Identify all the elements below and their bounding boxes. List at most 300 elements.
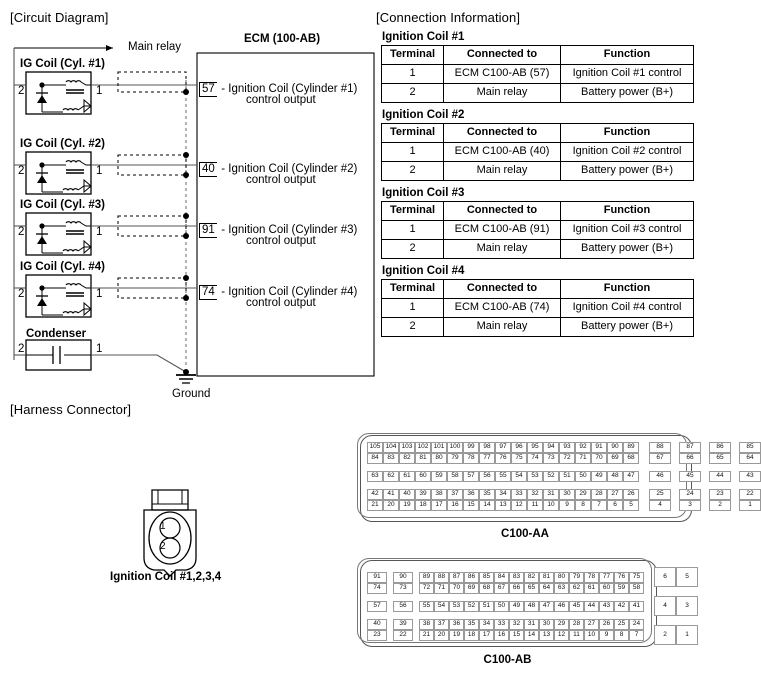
connector-pin[interactable]: 88 xyxy=(434,572,449,583)
c100-ab-layout xyxy=(367,567,698,645)
connector-pin[interactable]: 75 xyxy=(629,572,644,583)
connector-band xyxy=(367,572,644,594)
connector-pin[interactable]: 68 xyxy=(623,453,639,464)
connector-pin[interactable]: 69 xyxy=(607,453,623,464)
connector-pin-block xyxy=(649,442,671,464)
table-cell: Battery power (B+) xyxy=(561,318,694,337)
coil-3-terminal-2: 2 xyxy=(18,226,25,238)
coil-2-title: IG Coil (Cyl. #2) xyxy=(20,138,105,150)
connector-pin-row xyxy=(649,489,671,500)
connector-pin-row xyxy=(419,630,644,641)
connector-pin[interactable]: 1 xyxy=(676,625,698,645)
connector-pin-block xyxy=(419,572,644,594)
connector-pin[interactable]: 87 xyxy=(679,442,701,453)
connector-pin[interactable]: 20 xyxy=(383,500,399,511)
connector-pin[interactable]: 28 xyxy=(591,489,607,500)
connector-pin-block xyxy=(393,619,413,641)
connector-pin[interactable]: 6 xyxy=(607,500,623,511)
connector-pin[interactable]: 85 xyxy=(479,572,494,583)
connector-pin[interactable]: 43 xyxy=(599,601,614,612)
connector-pin[interactable]: 60 xyxy=(599,583,614,594)
connector-pin[interactable]: 69 xyxy=(464,583,479,594)
connector-pin[interactable]: 8 xyxy=(614,630,629,641)
table-column-header: Function xyxy=(561,124,694,143)
connector-pin[interactable]: 55 xyxy=(495,471,511,482)
connector-pin[interactable]: 21 xyxy=(419,630,434,641)
ecm-pin-desc2-74: control output xyxy=(246,297,316,309)
connector-pin[interactable]: 65 xyxy=(709,453,731,464)
connector-pin-block xyxy=(679,471,701,482)
connector-pin-row xyxy=(679,500,701,511)
connector-pin[interactable]: 54 xyxy=(434,601,449,612)
connector-pin[interactable]: 42 xyxy=(367,489,383,500)
connector-pin-block xyxy=(367,572,387,594)
connector-pin[interactable]: 32 xyxy=(527,489,543,500)
connection-information-title: [Connection Information] xyxy=(376,10,521,25)
connector-pin-row xyxy=(739,453,761,464)
connector-pin[interactable]: 63 xyxy=(554,583,569,594)
connector-pin[interactable]: 76 xyxy=(495,453,511,464)
connector-pin[interactable]: 59 xyxy=(614,583,629,594)
ecm-pin-number-74: 74 xyxy=(199,285,217,300)
connector-pin[interactable]: 63 xyxy=(367,471,383,482)
connector-pin[interactable]: 19 xyxy=(399,500,415,511)
connector-pin[interactable]: 84 xyxy=(494,572,509,583)
connector-pin[interactable]: 62 xyxy=(569,583,584,594)
connector-band xyxy=(367,471,761,482)
connector-pin[interactable]: 51 xyxy=(559,471,575,482)
connector-pin[interactable]: 96 xyxy=(511,442,527,453)
connector-pin[interactable]: 5 xyxy=(676,567,698,587)
connection-table xyxy=(381,45,694,103)
connector-pin[interactable]: 41 xyxy=(383,489,399,500)
connector-pin[interactable]: 5 xyxy=(623,500,639,511)
connector-pin[interactable]: 47 xyxy=(623,471,639,482)
connector-pin[interactable]: 90 xyxy=(607,442,623,453)
ecm-pin-number-57: 57 xyxy=(199,82,217,97)
connector-pin[interactable]: 17 xyxy=(431,500,447,511)
connector-pin[interactable]: 83 xyxy=(509,572,524,583)
connector-pin[interactable]: 50 xyxy=(494,601,509,612)
table-row xyxy=(382,318,694,337)
coil-connector-pin-2: 2 xyxy=(160,541,166,552)
connector-pin[interactable]: 38 xyxy=(431,489,447,500)
connector-pin[interactable]: 40 xyxy=(399,489,415,500)
connector-pin[interactable]: 31 xyxy=(543,489,559,500)
connector-pin[interactable]: 7 xyxy=(591,500,607,511)
connector-pin[interactable]: 25 xyxy=(614,619,629,630)
connector-band xyxy=(367,442,761,464)
c100-ab-label: C100-AB xyxy=(483,654,532,666)
connector-pin[interactable]: 89 xyxy=(623,442,639,453)
connector-pin-row xyxy=(367,500,639,511)
connector-pin-row xyxy=(419,572,644,583)
connector-pin[interactable]: 80 xyxy=(554,572,569,583)
connector-pin[interactable]: 44 xyxy=(584,601,599,612)
connector-pin-block xyxy=(419,619,644,641)
connector-pin[interactable]: 24 xyxy=(629,619,644,630)
connector-pin[interactable]: 58 xyxy=(629,583,644,594)
connector-pin[interactable]: 83 xyxy=(383,453,399,464)
connector-pin[interactable]: 18 xyxy=(464,630,479,641)
connector-pin[interactable]: 65 xyxy=(524,583,539,594)
connector-pin[interactable]: 78 xyxy=(463,453,479,464)
connector-pin[interactable]: 1 xyxy=(739,500,761,511)
connector-pin[interactable]: 36 xyxy=(463,489,479,500)
connector-pin[interactable]: 2 xyxy=(654,625,676,645)
connector-pin[interactable]: 18 xyxy=(415,500,431,511)
connector-pin-row xyxy=(367,601,387,612)
table-row xyxy=(382,143,694,162)
table-cell: ECM C100-AB (57) xyxy=(444,65,561,84)
connector-pin[interactable]: 57 xyxy=(367,601,387,612)
connector-pin[interactable]: 44 xyxy=(709,471,731,482)
connector-pin-block xyxy=(367,601,387,612)
connector-pin[interactable]: 50 xyxy=(575,471,591,482)
connector-pin[interactable]: 35 xyxy=(479,489,495,500)
connector-pin[interactable]: 57 xyxy=(463,471,479,482)
coil-3-title: IG Coil (Cyl. #3) xyxy=(20,199,105,211)
ecm-pin-desc2-57: control output xyxy=(246,94,316,106)
table-heading: Ignition Coil #2 xyxy=(382,109,465,121)
connector-pin[interactable]: 52 xyxy=(543,471,559,482)
connector-pin[interactable]: 102 xyxy=(415,442,431,453)
connector-pin[interactable]: 64 xyxy=(539,583,554,594)
connector-pin-block xyxy=(367,471,639,482)
connector-pin[interactable]: 12 xyxy=(554,630,569,641)
connector-pin[interactable]: 99 xyxy=(463,442,479,453)
connector-pin[interactable]: 74 xyxy=(367,583,387,594)
condenser-terminal-1: 1 xyxy=(96,343,103,355)
connector-pin[interactable]: 94 xyxy=(543,442,559,453)
connector-pin[interactable]: 93 xyxy=(559,442,575,453)
connector-pin[interactable]: 55 xyxy=(419,601,434,612)
connector-pin[interactable]: 53 xyxy=(449,601,464,612)
table-cell: 1 xyxy=(382,299,444,318)
connector-pin[interactable]: 77 xyxy=(599,572,614,583)
connector-pin[interactable]: 26 xyxy=(623,489,639,500)
connector-pin[interactable]: 45 xyxy=(679,471,701,482)
connector-pin[interactable]: 58 xyxy=(447,471,463,482)
connector-pin[interactable]: 34 xyxy=(479,619,494,630)
connector-pin-row xyxy=(419,601,644,612)
connector-pin[interactable]: 25 xyxy=(649,489,671,500)
connector-pin[interactable]: 95 xyxy=(527,442,543,453)
connector-band xyxy=(367,619,644,641)
connector-pin-row xyxy=(367,442,639,453)
connector-pin-row xyxy=(739,489,761,500)
connector-pin[interactable]: 14 xyxy=(524,630,539,641)
connector-pin[interactable]: 40 xyxy=(367,619,387,630)
ground-symbol xyxy=(176,369,196,383)
connector-pin[interactable]: 26 xyxy=(599,619,614,630)
ignition-coil-4-symbol xyxy=(14,275,197,317)
connector-pin[interactable]: 11 xyxy=(569,630,584,641)
connector-pin[interactable]: 81 xyxy=(539,572,554,583)
connector-pin[interactable]: 100 xyxy=(447,442,463,453)
connector-pin-row xyxy=(679,489,701,500)
connector-pin[interactable]: 49 xyxy=(591,471,607,482)
connector-pin[interactable]: 33 xyxy=(494,619,509,630)
connector-pin[interactable]: 52 xyxy=(464,601,479,612)
connector-pin[interactable]: 51 xyxy=(479,601,494,612)
connector-pin[interactable]: 27 xyxy=(607,489,623,500)
connector-pin[interactable]: 37 xyxy=(434,619,449,630)
connector-pin[interactable]: 89 xyxy=(419,572,434,583)
table-cell: Main relay xyxy=(444,240,561,259)
connector-pin[interactable]: 2 xyxy=(709,500,731,511)
connector-pin[interactable]: 101 xyxy=(431,442,447,453)
connector-pin[interactable]: 30 xyxy=(559,489,575,500)
connector-pin[interactable]: 10 xyxy=(584,630,599,641)
connector-pin-row xyxy=(649,500,671,511)
connector-pin-block xyxy=(393,601,413,612)
connector-pin[interactable]: 79 xyxy=(447,453,463,464)
connector-pin[interactable]: 47 xyxy=(539,601,554,612)
connector-pin-row xyxy=(419,619,644,630)
connector-pin[interactable]: 104 xyxy=(383,442,399,453)
connector-pin[interactable]: 3 xyxy=(676,596,698,616)
connector-pin[interactable]: 92 xyxy=(575,442,591,453)
connector-pin[interactable]: 34 xyxy=(495,489,511,500)
connector-pin[interactable]: 81 xyxy=(415,453,431,464)
connector-pin[interactable]: 48 xyxy=(607,471,623,482)
connector-pin[interactable]: 29 xyxy=(554,619,569,630)
connector-pin[interactable]: 31 xyxy=(524,619,539,630)
table-cell: Main relay xyxy=(444,84,561,103)
connector-pin[interactable]: 8 xyxy=(575,500,591,511)
connector-pin[interactable]: 39 xyxy=(415,489,431,500)
connector-pin[interactable]: 105 xyxy=(367,442,383,453)
connector-pin[interactable]: 86 xyxy=(464,572,479,583)
connector-pin[interactable]: 37 xyxy=(447,489,463,500)
connector-pin[interactable]: 16 xyxy=(494,630,509,641)
coil-1-terminal-2: 2 xyxy=(18,85,25,97)
connector-pin[interactable]: 20 xyxy=(434,630,449,641)
connection-table xyxy=(381,279,694,337)
connector-pin[interactable]: 16 xyxy=(447,500,463,511)
table-cell: 2 xyxy=(382,240,444,259)
table-cell: Battery power (B+) xyxy=(561,162,694,181)
table-cell: Ignition Coil #2 control xyxy=(561,143,694,162)
connector-pin-row xyxy=(709,471,731,482)
connector-pin[interactable]: 73 xyxy=(543,453,559,464)
connector-pin[interactable]: 23 xyxy=(367,630,387,641)
connector-pin-row xyxy=(679,442,701,453)
table-column-header: Terminal xyxy=(382,46,444,65)
coil-connector-label: Ignition Coil #1,2,3,4 xyxy=(110,571,222,583)
connector-pin[interactable]: 28 xyxy=(569,619,584,630)
connector-pin[interactable]: 71 xyxy=(434,583,449,594)
connector-pin[interactable]: 3 xyxy=(679,500,701,511)
connector-pin-row xyxy=(393,619,413,630)
connector-pin[interactable]: 32 xyxy=(509,619,524,630)
connector-pin[interactable]: 4 xyxy=(649,500,671,511)
table-cell: Ignition Coil #3 control xyxy=(561,221,694,240)
connector-pin[interactable]: 86 xyxy=(709,442,731,453)
connector-pin[interactable]: 7 xyxy=(629,630,644,641)
connector-pin[interactable]: 54 xyxy=(511,471,527,482)
connector-pin-row xyxy=(709,500,731,511)
connector-pin-row xyxy=(649,453,671,464)
connector-pin[interactable]: 71 xyxy=(575,453,591,464)
connector-pin[interactable]: 66 xyxy=(509,583,524,594)
connector-pin[interactable]: 45 xyxy=(569,601,584,612)
shield-box-1 xyxy=(118,72,186,92)
connector-pin[interactable]: 38 xyxy=(419,619,434,630)
connector-pin[interactable]: 67 xyxy=(494,583,509,594)
connector-pin[interactable]: 70 xyxy=(449,583,464,594)
c100-ab-main-block xyxy=(367,572,644,641)
connector-pin[interactable]: 84 xyxy=(367,453,383,464)
connector-pin[interactable]: 68 xyxy=(479,583,494,594)
connector-pin[interactable]: 4 xyxy=(654,596,676,616)
connector-pin[interactable]: 64 xyxy=(739,453,761,464)
connector-pin[interactable]: 82 xyxy=(524,572,539,583)
connector-pin[interactable]: 22 xyxy=(393,630,413,641)
connector-pin[interactable]: 46 xyxy=(554,601,569,612)
connector-pin-block xyxy=(367,619,387,641)
table-cell: ECM C100-AB (91) xyxy=(444,221,561,240)
connector-pin-block xyxy=(679,442,701,464)
connector-pin[interactable]: 6 xyxy=(654,567,676,587)
connector-pin[interactable]: 91 xyxy=(367,572,387,583)
coil-2-terminal-2: 2 xyxy=(18,165,25,177)
table-cell: Main relay xyxy=(444,318,561,337)
ecm-label: ECM (100-AB) xyxy=(244,33,321,45)
table-cell: 1 xyxy=(382,221,444,240)
coil-2-terminal-1: 1 xyxy=(96,165,103,177)
connector-pin[interactable]: 46 xyxy=(649,471,671,482)
connector-pin[interactable]: 74 xyxy=(527,453,543,464)
table-heading: Ignition Coil #3 xyxy=(382,187,465,199)
connector-pin[interactable]: 30 xyxy=(539,619,554,630)
connector-pin[interactable]: 59 xyxy=(431,471,447,482)
connector-pin[interactable]: 33 xyxy=(511,489,527,500)
table-column-header: Terminal xyxy=(382,280,444,299)
table-cell: ECM C100-AB (74) xyxy=(444,299,561,318)
connector-pin-row xyxy=(709,453,731,464)
connector-pin[interactable]: 29 xyxy=(575,489,591,500)
connector-pin-block xyxy=(739,442,761,464)
connector-pin-row xyxy=(393,601,413,612)
connector-pin[interactable]: 73 xyxy=(393,583,413,594)
connector-pin[interactable]: 82 xyxy=(399,453,415,464)
connector-pin[interactable]: 9 xyxy=(559,500,575,511)
connector-pin[interactable]: 78 xyxy=(584,572,599,583)
connector-pin[interactable]: 49 xyxy=(509,601,524,612)
connector-pin[interactable]: 72 xyxy=(559,453,575,464)
connector-pin[interactable]: 15 xyxy=(463,500,479,511)
connector-pin[interactable]: 66 xyxy=(679,453,701,464)
c100-ab-side-block xyxy=(654,567,698,645)
connector-pin[interactable]: 48 xyxy=(524,601,539,612)
connector-pin[interactable]: 76 xyxy=(614,572,629,583)
table-header-row xyxy=(382,280,694,299)
connector-pin[interactable]: 79 xyxy=(569,572,584,583)
connector-pin[interactable]: 9 xyxy=(599,630,614,641)
table-cell: 1 xyxy=(382,143,444,162)
connector-pin[interactable]: 61 xyxy=(399,471,415,482)
connector-pin[interactable]: 91 xyxy=(591,442,607,453)
connector-pin-row xyxy=(654,567,698,587)
connector-pin[interactable]: 60 xyxy=(415,471,431,482)
connector-pin[interactable]: 88 xyxy=(649,442,671,453)
connector-pin[interactable]: 103 xyxy=(399,442,415,453)
table-column-header: Connected to xyxy=(444,124,561,143)
connector-pin-row xyxy=(367,489,639,500)
connector-pin[interactable]: 35 xyxy=(464,619,479,630)
connector-pin[interactable]: 15 xyxy=(509,630,524,641)
harness-connector-title: [Harness Connector] xyxy=(10,402,132,417)
connector-pin[interactable]: 19 xyxy=(449,630,464,641)
connector-pin[interactable]: 11 xyxy=(527,500,543,511)
connector-pin[interactable]: 36 xyxy=(449,619,464,630)
ecm-pin-desc-57: - Ignition Coil (Cylinder #1) xyxy=(221,83,358,95)
connector-pin[interactable]: 42 xyxy=(614,601,629,612)
connector-pin[interactable]: 80 xyxy=(431,453,447,464)
connector-pin[interactable]: 24 xyxy=(679,489,701,500)
connector-pin-block xyxy=(649,471,671,482)
connector-pin[interactable]: 62 xyxy=(383,471,399,482)
table-heading: Ignition Coil #4 xyxy=(382,265,465,277)
coil-4-title: IG Coil (Cyl. #4) xyxy=(20,261,105,273)
connector-pin[interactable]: 85 xyxy=(739,442,761,453)
connector-pin[interactable]: 75 xyxy=(511,453,527,464)
c100-aa-pin-grid xyxy=(367,442,761,511)
ecm-pin-desc-91: - Ignition Coil (Cylinder #3) xyxy=(221,224,358,236)
connector-pin[interactable]: 43 xyxy=(739,471,761,482)
connector-pin-block xyxy=(709,489,731,511)
table-row xyxy=(382,221,694,240)
connector-pin[interactable]: 13 xyxy=(539,630,554,641)
table-cell: 2 xyxy=(382,84,444,103)
connector-pin[interactable]: 10 xyxy=(543,500,559,511)
connector-pin[interactable]: 61 xyxy=(584,583,599,594)
c100-ab-connector xyxy=(360,560,689,647)
connector-pin[interactable]: 87 xyxy=(449,572,464,583)
table-row xyxy=(382,299,694,318)
connector-pin[interactable]: 14 xyxy=(479,500,495,511)
table-column-header: Connected to xyxy=(444,280,561,299)
connector-pin[interactable]: 70 xyxy=(591,453,607,464)
connector-pin[interactable]: 12 xyxy=(511,500,527,511)
c100-aa-connector xyxy=(360,435,754,522)
connector-pin[interactable]: 27 xyxy=(584,619,599,630)
connector-pin[interactable]: 41 xyxy=(629,601,644,612)
connector-pin[interactable]: 56 xyxy=(479,471,495,482)
coil-connector-pin-1: 1 xyxy=(160,521,166,532)
table-cell: Battery power (B+) xyxy=(561,84,694,103)
coil-4-terminal-2: 2 xyxy=(18,288,25,300)
connector-pin[interactable]: 90 xyxy=(393,572,413,583)
connector-pin[interactable]: 67 xyxy=(649,453,671,464)
connector-pin[interactable]: 21 xyxy=(367,500,383,511)
connector-pin[interactable]: 39 xyxy=(393,619,413,630)
connector-pin[interactable]: 97 xyxy=(495,442,511,453)
connector-pin[interactable]: 53 xyxy=(527,471,543,482)
connector-pin[interactable]: 22 xyxy=(739,489,761,500)
connector-pin-block xyxy=(649,489,671,511)
connector-pin[interactable]: 23 xyxy=(709,489,731,500)
connector-pin[interactable]: 98 xyxy=(479,442,495,453)
connector-pin[interactable]: 17 xyxy=(479,630,494,641)
connector-pin[interactable]: 56 xyxy=(393,601,413,612)
connector-pin[interactable]: 72 xyxy=(419,583,434,594)
connector-pin[interactable]: 13 xyxy=(495,500,511,511)
connector-pin[interactable]: 77 xyxy=(479,453,495,464)
ecm-pin-desc-40: - Ignition Coil (Cylinder #2) xyxy=(221,163,358,175)
